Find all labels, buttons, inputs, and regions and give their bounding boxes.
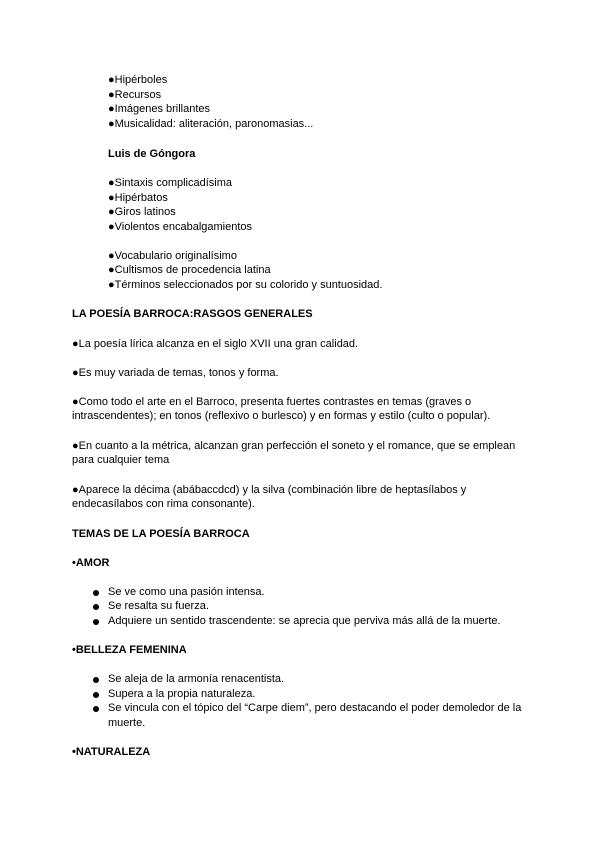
list-item: Se ve como una pasión intensa. xyxy=(108,586,265,598)
bullet-icon xyxy=(93,677,99,683)
bullet-icon xyxy=(93,604,99,610)
section-title-general: LA POESÍA BARROCA:RASGOS GENERALES xyxy=(72,308,313,320)
bullet-icon xyxy=(93,692,99,698)
bullet-icon xyxy=(93,706,99,712)
list-item: ●Giros latinos xyxy=(108,206,176,218)
list-item: Se vincula con el tópico del “Carpe diem”, pero destacando el poder demoledor de la xyxy=(108,702,522,714)
list-item: Se resalta su fuerza. xyxy=(108,600,209,612)
gongora-heading: Luis de Góngora xyxy=(108,148,196,160)
list-item: ●Hipérbatos xyxy=(108,192,168,204)
list-item-continuation: muerte. xyxy=(108,717,146,729)
paragraph-line: ●Aparece la décima (abábaccdcd) y la silva (combinación libre de heptasílabos y xyxy=(72,484,467,496)
list-item: ●Musicalidad: aliteración, paronomasias... xyxy=(108,118,314,130)
paragraph-line: endecasílabos con rima consonante). xyxy=(72,498,255,510)
subsection-title-naturaleza: •NATURALEZA xyxy=(72,746,151,758)
paragraph-line: para cualquier tema xyxy=(72,454,170,466)
subsection-title-belleza: •BELLEZA FEMENINA xyxy=(72,644,187,656)
paragraph: ●La poesía lírica alcanza en el siglo XVII una gran calidad. xyxy=(72,338,359,350)
paragraph-line: ●Como todo el arte en el Barroco, presenta fuertes contrastes en temas (graves o xyxy=(72,396,472,408)
list-item: ●Violentos encabalgamientos xyxy=(108,221,253,233)
list-item: ●Imágenes brillantes xyxy=(108,103,211,115)
list-item: ●Vocabulario originalísimo xyxy=(108,250,237,262)
section-title-temas: TEMAS DE LA POESÍA BARROCA xyxy=(72,528,250,540)
paragraph: ●Es muy variada de temas, tonos y forma. xyxy=(72,367,279,379)
list-item: Se aleja de la armonía renacentista. xyxy=(108,673,285,685)
list-item: ●Cultismos de procedencia latina xyxy=(108,264,271,276)
list-item: ●Sintaxis complicadísima xyxy=(108,177,233,189)
list-item: ●Términos seleccionados por su colorido y suntuosidad. xyxy=(108,279,383,291)
paragraph-line: ●En cuanto a la métrica, alcanzan gran perfección el soneto y el romance, que se emplean xyxy=(72,440,516,452)
bullet-icon xyxy=(93,619,99,625)
paragraph-line: intrascendentes); en tonos (reflexivo o burlesco) y en formas y estilo (culto o popular). xyxy=(72,410,491,422)
bullet-icon xyxy=(93,590,99,596)
list-item: Supera a la propia naturaleza. xyxy=(108,688,256,700)
list-item: Adquiere un sentido trascendente: se aprecia que perviva más allá de la muerte. xyxy=(108,615,501,627)
list-item: ●Recursos xyxy=(108,89,162,101)
subsection-title-amor: •AMOR xyxy=(72,557,110,569)
list-item: ●Hipérboles xyxy=(108,74,168,86)
